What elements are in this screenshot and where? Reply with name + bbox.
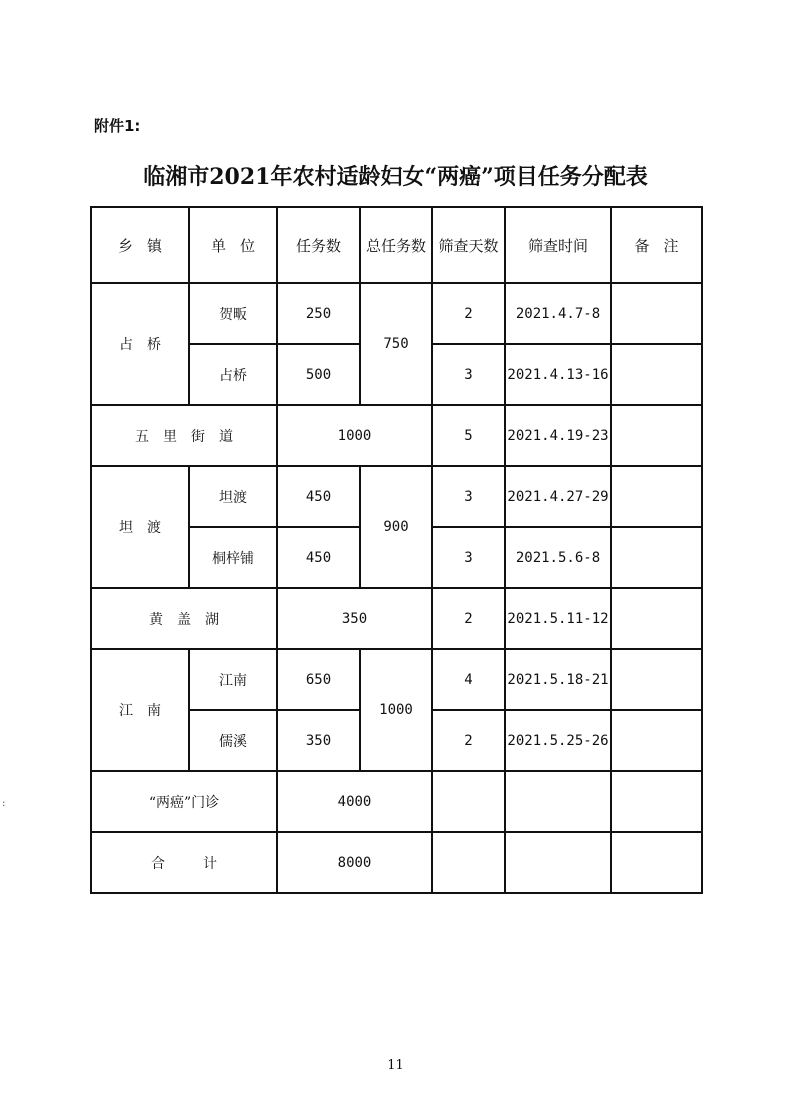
remark-cell — [611, 527, 702, 588]
town-cell: 五里街道 — [91, 405, 277, 466]
table-row — [91, 466, 702, 527]
town-cell: 江南 — [91, 649, 189, 771]
remark-cell — [611, 405, 702, 466]
clinic-cell: “两癌”门诊 — [91, 771, 277, 832]
tasks-cell: 450 — [277, 527, 360, 588]
town-cell: 占桥 — [91, 283, 189, 405]
unit-cell: 占桥 — [189, 344, 277, 405]
remark-cell — [611, 710, 702, 771]
remark-cell — [611, 649, 702, 710]
page-title: 临湘市2021年农村适龄妇女“两癌”项目任务分配表 — [143, 164, 648, 190]
days-cell: 2 — [432, 588, 505, 649]
annex-label: 附件1: — [94, 117, 141, 135]
unit-cell: 坦渡 — [189, 466, 277, 527]
remark-cell — [611, 588, 702, 649]
unit-cell: 贺畈 — [189, 283, 277, 344]
sum-label-cell: 合计 — [91, 832, 277, 893]
days-cell: 3 — [432, 344, 505, 405]
total-tasks-cell: 750 — [360, 283, 432, 405]
period-cell: 2021.5.11-12 — [505, 588, 611, 649]
total-tasks-cell: 900 — [360, 466, 432, 588]
period-cell: 2021.5.18-21 — [505, 649, 611, 710]
table-row — [91, 588, 702, 649]
table-row — [91, 283, 702, 344]
header-unit: 单位 — [189, 207, 277, 283]
period-cell: 2021.4.19-23 — [505, 405, 611, 466]
unit-cell: 江南 — [189, 649, 277, 710]
header-tasks: 任务数 — [277, 207, 360, 283]
town-cell: 坦渡 — [91, 466, 189, 588]
tasks-cell: 450 — [277, 466, 360, 527]
period-cell — [505, 771, 611, 832]
table-row — [91, 405, 702, 466]
remark-cell — [611, 344, 702, 405]
days-cell — [432, 771, 505, 832]
remark-cell — [611, 466, 702, 527]
period-cell: 2021.4.13-16 — [505, 344, 611, 405]
header-period: 筛查时间 — [505, 207, 611, 283]
header-days: 筛查天数 — [432, 207, 505, 283]
days-cell: 3 — [432, 466, 505, 527]
total-row — [91, 832, 702, 893]
days-cell: 5 — [432, 405, 505, 466]
period-cell — [505, 832, 611, 893]
period-cell: 2021.4.27-29 — [505, 466, 611, 527]
total-tasks-cell: 4000 — [277, 771, 432, 832]
town-cell: 黄盖湖 — [91, 588, 277, 649]
margin-mark: : — [2, 798, 6, 809]
unit-cell: 儒溪 — [189, 710, 277, 771]
table-row — [91, 649, 702, 710]
days-cell — [432, 832, 505, 893]
tasks-cell: 500 — [277, 344, 360, 405]
days-cell: 2 — [432, 283, 505, 344]
total-tasks-cell: 350 — [277, 588, 432, 649]
grand-total-cell: 8000 — [277, 832, 432, 893]
total-tasks-cell: 1000 — [360, 649, 432, 771]
days-cell: 2 — [432, 710, 505, 771]
period-cell: 2021.4.7-8 — [505, 283, 611, 344]
header-town: 乡镇 — [91, 207, 189, 283]
days-cell: 4 — [432, 649, 505, 710]
tasks-cell: 250 — [277, 283, 360, 344]
task-allocation-table — [90, 206, 703, 894]
days-cell: 3 — [432, 527, 505, 588]
period-cell: 2021.5.6-8 — [505, 527, 611, 588]
header-row — [91, 207, 702, 283]
remark-cell — [611, 832, 702, 893]
header-remark: 备注 — [611, 207, 702, 283]
table-row — [91, 771, 702, 832]
tasks-cell: 650 — [277, 649, 360, 710]
tasks-cell: 350 — [277, 710, 360, 771]
header-total-tasks: 总任务数 — [360, 207, 432, 283]
period-cell: 2021.5.25-26 — [505, 710, 611, 771]
page-number: 11 — [387, 1058, 404, 1073]
remark-cell — [611, 283, 702, 344]
unit-cell: 桐梓铺 — [189, 527, 277, 588]
remark-cell — [611, 771, 702, 832]
total-tasks-cell: 1000 — [277, 405, 432, 466]
